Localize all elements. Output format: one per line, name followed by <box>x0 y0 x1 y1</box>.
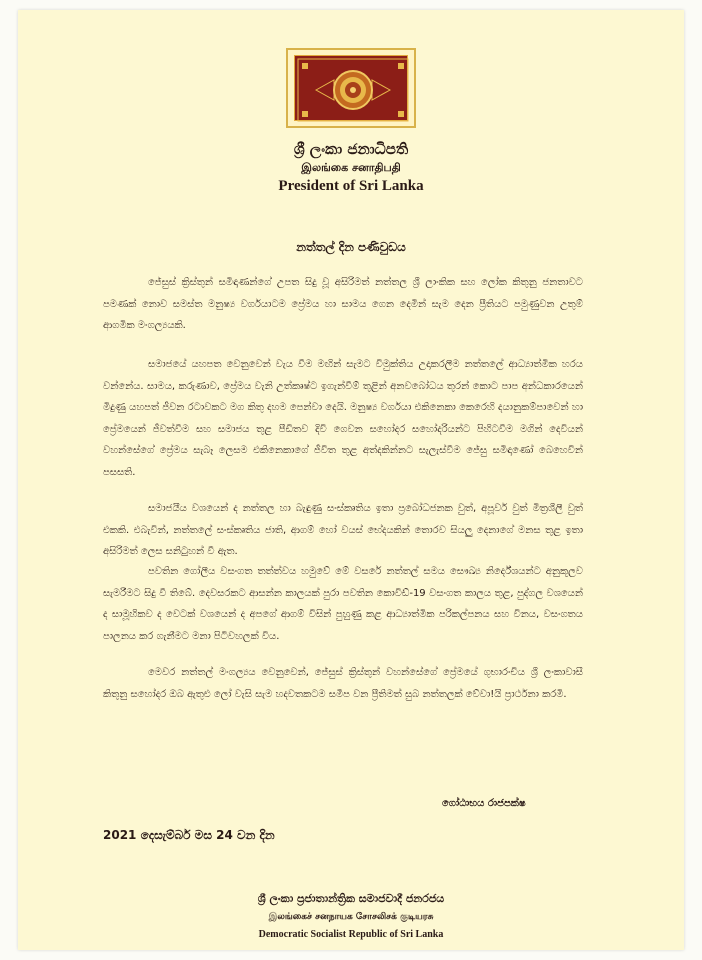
letterhead-title-sinhala: ශ්‍රී ලංකා ජනාධිපති <box>293 140 409 158</box>
paragraph: ජේසුස් ක්‍රිස්තුන් සමිඳාණන්ගේ උපත සිදු වූ අසිරිමත් නත්තල ශ්‍රී ලාංකික සහ ලෝක කිතුනු ජනතාවට පමණක් නොව සමස්ත මනුෂ්‍ය වර්ගයාටම ප්‍රේමය හා සාමය ගෙන දෙමින් සැම දෙන ප්‍රීතියට පමුණුවන උතුම් ආගමික මංගල්‍යයකි. <box>103 277 583 331</box>
paragraph: මෙවර නත්තල් මංගල්‍යය වෙනුවෙන්, ජේසුස් ක්‍රිස්තුන් වහන්සේගේ ප්‍රේමයේ ගුභාරංචිය ශ්‍රී ලංකාවාසී කිතුනු සහෝදර ඔබ ඇතුළු ලෝ වැසි සැම හදවතකටම සමීප වන ප්‍රීතිමත් සුබ නත්තලක් වේවා!යි ප්‍රාර්ථනා කරමි. <box>103 667 583 700</box>
footer-sinhala: ශ්‍රී ලංකා ප්‍රජාතාන්ත්‍රික සමාජවාදී ජනරජය <box>257 892 445 905</box>
presidential-emblem <box>286 48 416 128</box>
footer-tamil: இலங்கைச் சனநாயக சோசலிசக் குடியரசு <box>268 912 434 922</box>
paragraph: පවතින ගෝලීය වසංගත තත්ත්වය හමුවේ මේ වසරේ නත්තල් සමය සෞඛ්‍ය නිර්දේශයන්ට අනුකූලව සැමරීමට සිදු වී තිබේ. දෙවසරකට ආසන්න කාලයක් පුරා පවතින කොවිඩ්-19 වසංගත කාලය තුළ, පුද්ගල වශයෙන් ද සාමූහිකව ද වෙටක් වශයෙන් ද අපගේ ආගම් විසින් පුහුණු කළ ආධ්‍යාත්මික පරිකල්පනය සහ විනය, වසංගතය පාලනය කර ගැනීමට මනා පිටිවහලක් විය. <box>103 566 583 642</box>
emblem-icon <box>288 50 418 130</box>
letter-page <box>18 10 684 950</box>
letter-date: 2021 දෙසැම්බර් මස 24 වන දින <box>103 828 275 842</box>
letterhead-title-english: President of Sri Lanka <box>278 178 424 194</box>
message-heading: නත්තල් දින පණිවුඩය <box>296 240 406 254</box>
letterhead-title-tamil: இலங்கை சனாதிபதி <box>301 161 401 174</box>
footer-english: Democratic Socialist Republic of Sri Lanka <box>258 929 444 940</box>
paragraph: සමාජයීය වශයෙන් ද නත්තල හා බැඳුණු සංස්කෘතිය ඉතා ප්‍රබෝධජනක වුත්, අපූර්ව වුත් මිත්‍රශීලී වුත් එකකි. එබැවින්, නත්තලේ සංස්කෘතිය ජාති, ආගම් හෝ වයස් භේදයකින් තොරව සියලු දෙනාගේ මනස තුළ ඉතා අසිරිමත් ලෙස සනිටුහන් වී ඇත. <box>103 503 583 557</box>
signature-name: ගෝඨාභය රාජපක්ෂ <box>442 798 526 809</box>
paragraph: සමාජයේ යහපත වෙනුවෙන් වැය වීම මඟින් සැමට විමුක්තිය උදාකරලීම නත්තලේ ආධ්‍යාත්මික හරය වන්නේය. සාමය, කරුණාව, ප්‍රේමය වැනි උත්කෘෂ්ට ඉගැන්වීම් තුළින් අනවබෝධය තුරන් කොට පාප අන්ධකාරයෙන් මිදුණු යහපත් ජීවන රටාවකට මග කිතු දහම පෙන්වා දෙයි. මනුෂ්‍ය වර්ගයා එකිනෙකා කෙරෙහි දයානුකම්පාවෙන් හා ප්‍රේමයෙන් ජීවත්වීම සහ සමාජය තුළ පීඩිතව දිවි ගෙවන සහෝදර සහෝදරියන්ට පිහිටවීම මගින් දෙවියන් වහන්සේගේ ප්‍රේමය සැබෑ ලෙසම එකිනෙකාගේ ජීවිත තුළ අත්දකින්නට සැලැස්වීම ජේසු සමිඳාණෝ බෙහෙවින් පසසති. <box>103 359 583 478</box>
